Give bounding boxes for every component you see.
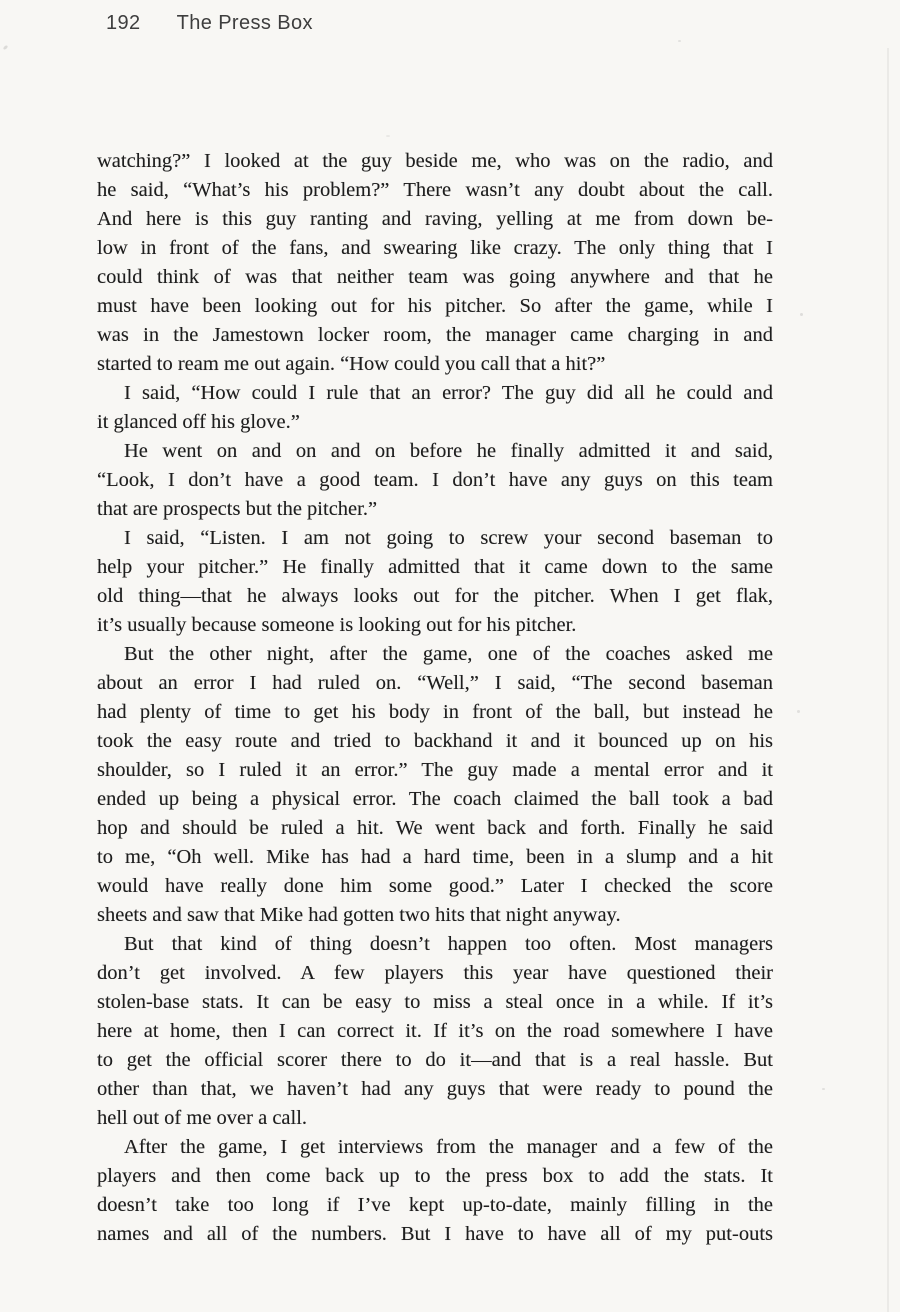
text-line: about an error I had ruled on. “Well,” I said, “The second baseman (97, 672, 773, 694)
text-line: stolen-base stats. It can be easy to miss a steal once in a while. If it’s (97, 991, 773, 1013)
page-edge-shadow (887, 48, 889, 1312)
text-line: would have really done him some good.” Later I checked the score (97, 875, 773, 897)
text-line: And here is this guy ranting and raving, yelling at me from down be- (97, 208, 773, 230)
scan-speck (386, 135, 390, 137)
scan-speck (678, 40, 681, 42)
text-line: I said, “How could I rule that an error? The guy did all he could and (124, 382, 773, 404)
text-line: don’t get involved. A few players this year have questioned their (97, 962, 773, 984)
text-line: took the easy route and tried to backhand it and it bounced up on his (97, 730, 773, 752)
scan-speck (797, 710, 800, 713)
running-head-title: The Press Box (176, 12, 313, 34)
text-line: to me, “Oh well. Mike has had a hard time, been in a slump and a hit (97, 846, 773, 868)
text-line: low in front of the fans, and swearing like crazy. The only thing that I (97, 237, 773, 259)
scan-speck (800, 313, 803, 316)
text-line: ended up being a physical error. The coach claimed the ball took a bad (97, 788, 773, 810)
paragraph (97, 640, 773, 930)
text-line: here at home, then I can correct it. If it’s on the road somewhere I have (97, 1020, 773, 1042)
paragraph (97, 147, 773, 379)
paragraph (97, 1133, 773, 1249)
text-line: doesn’t take too long if I’ve kept up-to-date, mainly filling in the (97, 1194, 773, 1216)
text-line: to get the official scorer there to do it—and that is a real hassle. But (97, 1049, 773, 1071)
text-line: old thing—that he always looks out for the pitcher. When I get flak, (97, 585, 773, 607)
text-line: he said, “What’s his problem?” There wasn’t any doubt about the call. (97, 179, 773, 201)
running-header (106, 12, 313, 35)
text-line: I said, “Listen. I am not going to screw your second baseman to (124, 527, 773, 549)
scan-speck (822, 1088, 825, 1090)
paragraph (97, 930, 773, 1133)
text-line: He went on and on and on before he finally admitted it and said, (124, 440, 773, 462)
text-line: help your pitcher.” He finally admitted that it came down to the same (97, 556, 773, 578)
text-line: it glanced off his glove.” (97, 411, 300, 433)
text-line: After the game, I get interviews from the manager and a few of the (124, 1136, 773, 1158)
text-line: watching?” I looked at the guy beside me, who was on the radio, and (97, 150, 773, 172)
text-line: But the other night, after the game, one of the coaches asked me (124, 643, 773, 665)
text-line: names and all of the numbers. But I have to have all of my put-outs (97, 1223, 773, 1245)
text-line: started to ream me out again. “How could you call that a hit?” (97, 353, 606, 375)
text-line: players and then come back up to the press box to add the stats. It (97, 1165, 773, 1187)
paragraph (97, 437, 773, 524)
text-line: hell out of me over a call. (97, 1107, 308, 1129)
text-line: sheets and saw that Mike had gotten two hits that night anyway. (97, 904, 621, 926)
text-line: shoulder, so I ruled it an error.” The guy made a mental error and it (97, 759, 773, 781)
text-line: could think of was that neither team was going anywhere and that he (97, 266, 773, 288)
text-line: that are prospects but the pitcher.” (97, 498, 378, 520)
text-line: it’s usually because someone is looking out for his pitcher. (97, 614, 577, 636)
page-number: 192 (106, 12, 141, 34)
text-line: other than that, we haven’t had any guys that were ready to pound the (97, 1078, 773, 1100)
text-line: But that kind of thing doesn’t happen too often. Most managers (124, 933, 773, 955)
text-line: had plenty of time to get his body in front of the ball, but instead he (97, 701, 773, 723)
text-line: must have been looking out for his pitcher. So after the game, while I (97, 295, 773, 317)
text-line: was in the Jamestown locker room, the manager came charging in and (97, 324, 773, 346)
paragraph (97, 379, 773, 437)
text-line: “Look, I don’t have a good team. I don’t have any guys on this team (97, 469, 773, 491)
text-line: hop and should be ruled a hit. We went back and forth. Finally he said (97, 817, 773, 839)
paragraph (97, 524, 773, 640)
scan-speck (3, 45, 9, 51)
body-text (97, 147, 773, 1249)
